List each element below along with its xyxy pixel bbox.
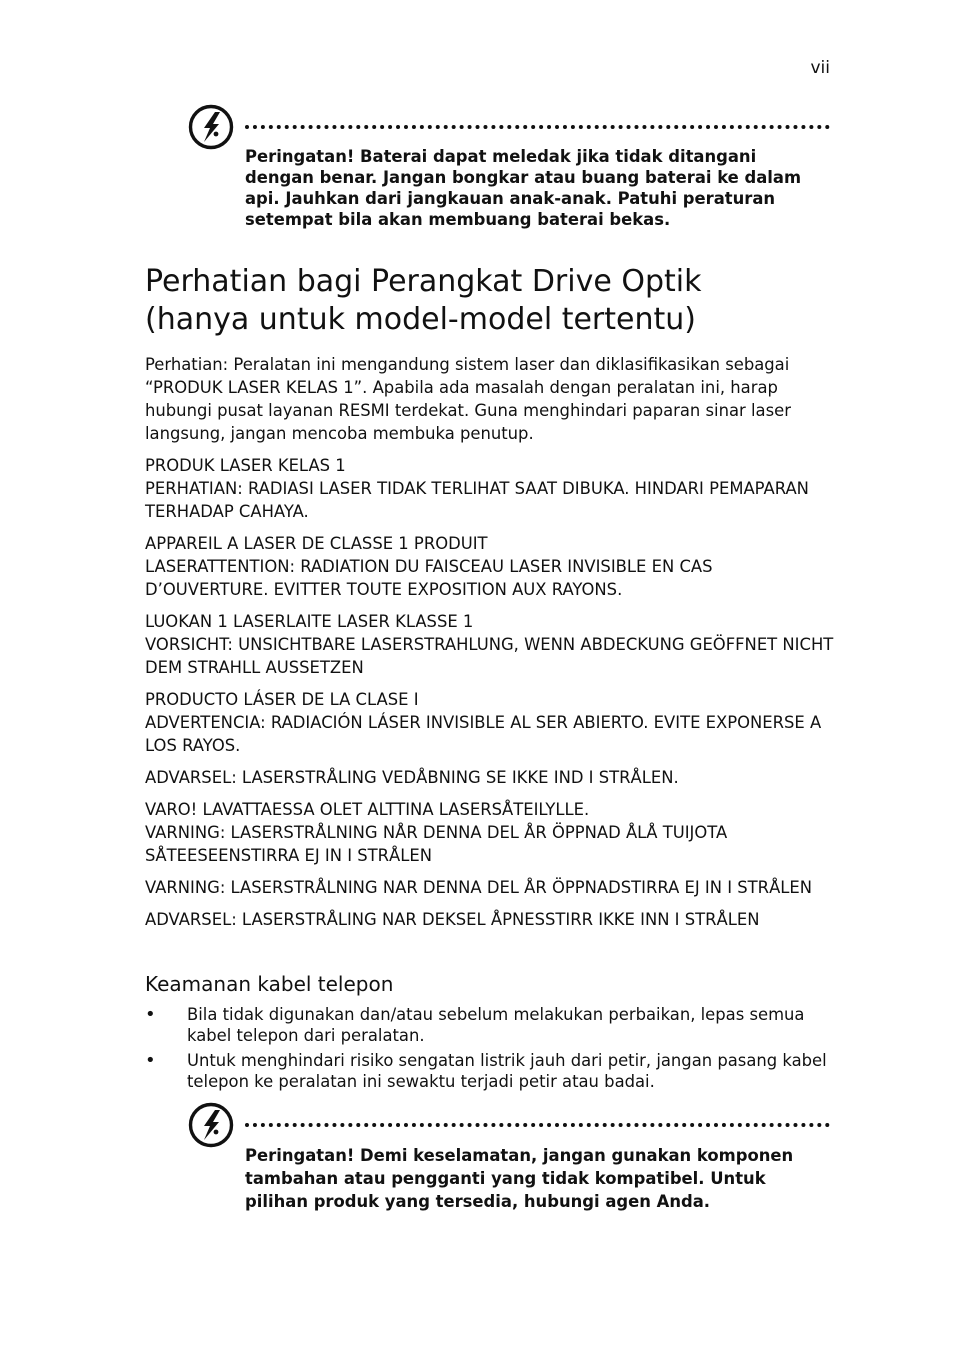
notice-paragraph (145, 610, 835, 679)
warning-text: Peringatan! Baterai dapat meledak jika tidak ditangani dengan benar. Jangan bongkar atau buang baterai ke dalam api. Jauhkan dari jangkauan anak-anak. Patuhi peraturan setempat bila akan membuang baterai bekas. (245, 147, 802, 229)
notice-paragraph (145, 766, 835, 789)
bullet-icon: • (145, 1050, 156, 1071)
section-title (145, 263, 845, 339)
section-title-line2: (hanya untuk model-model tertentu) (145, 302, 696, 337)
notice-paragraph (145, 688, 835, 757)
notice-line: ADVERTENCIA: RADIACIÓN LÁSER INVISIBLE AL SER ABIERTO. EVITE EXPONERSE A LOS RAYOS. (145, 713, 822, 755)
list-item (145, 1004, 835, 1046)
list-item (145, 1050, 835, 1092)
laser-notices (145, 353, 835, 940)
notice-line: APPAREIL A LASER DE CLASSE 1 PRODUIT (145, 534, 488, 553)
dotted-divider (245, 125, 830, 129)
list-item-text: Untuk menghindari risiko sengatan listrik jauh dari petir, jangan pasang kabel telepon ke peralatan ini sewaktu terjadi petir atau badai. (187, 1051, 827, 1091)
section-title-line1: Perhatian bagi Perangkat Drive Optik (145, 264, 702, 299)
notice-line: VARNING: LASERSTRÅLNING NAR DENNA DEL ÅR ÖPPNADSTIRRA EJ IN I STRÅLEN (145, 878, 813, 897)
notice-paragraph (145, 876, 835, 899)
notice-paragraph (145, 798, 835, 867)
bullet-icon: • (145, 1004, 156, 1025)
warning-text: Peringatan! Demi keselamatan, jangan gunakan komponen tambahan atau pengganti yang tidak kompatibel. Untuk pilihan produk yang tersedia, hubungi agen Anda. (245, 1146, 794, 1211)
notice-line: VORSICHT: UNSICHTBARE LASERSTRAHLUNG, WENN ABDECKUNG GEÖFFNET NICHT DEM STRAHLL AUSSETZEN (145, 635, 834, 677)
warning-components (187, 1101, 830, 1221)
notice-paragraph (145, 908, 835, 931)
notice-line: PRODUK LASER KELAS 1 (145, 456, 346, 475)
notice-line: PERHATIAN: RADIASI LASER TIDAK TERLIHAT SAAT DIBUKA. HINDARI PEMAPARAN TERHADAP CAHAYA. (145, 479, 809, 521)
notice-line: PRODUCTO LÁSER DE LA CLASE I (145, 690, 419, 709)
notice-line: ADVARSEL: LASERSTRÅLING VEDÅBNING SE IKKE IND I STRÅLEN. (145, 768, 679, 787)
telephone-heading: Keamanan kabel telepon (145, 972, 394, 996)
lightning-warning-icon (187, 103, 235, 151)
page-number: vii (810, 58, 830, 78)
notice-line: LASERATTENTION: RADIATION DU FAISCEAU LASER INVISIBLE EN CAS D’OUVERTURE. EVITTER TOUTE EXPOSITION AUX RAYONS. (145, 557, 713, 599)
notice-paragraph (145, 532, 835, 601)
intro-paragraph: Perhatian: Peralatan ini mengandung sistem laser dan diklasifikasikan sebagai “PRODUK LASER KELAS 1”. Apabila ada masalah dengan peralatan ini, harap hubungi pusat layanan RESMI terdekat. Guna menghindari paparan sinar laser langsung, jangan mencoba membuka penutup. (145, 355, 791, 443)
list-item-text: Bila tidak digunakan dan/atau sebelum melakukan perbaikan, lepas semua kabel telepon dari peralatan. (187, 1005, 805, 1045)
lightning-warning-icon (187, 1101, 235, 1149)
warning-battery (187, 103, 830, 233)
dotted-divider (245, 1123, 830, 1127)
notice-line: VARO! LAVATTAESSA OLET ALTTINA LASERSÅTEILYLLE. (145, 800, 590, 819)
telephone-bullets (145, 1004, 835, 1096)
notice-line: ADVARSEL: LASERSTRÅLING NAR DEKSEL ÅPNESSTIRR IKKE INN I STRÅLEN (145, 910, 760, 929)
notice-line: VARNING: LASERSTRÅLNING NÅR DENNA DEL ÅR ÖPPNAD ÅLÅ TUIJOTA SÅTEESEENSTIRRA EJ IN I STRÅLEN (145, 823, 728, 865)
notice-line: LUOKAN 1 LASERLAITE LASER KLASSE 1 (145, 612, 474, 631)
notice-paragraph (145, 454, 835, 523)
